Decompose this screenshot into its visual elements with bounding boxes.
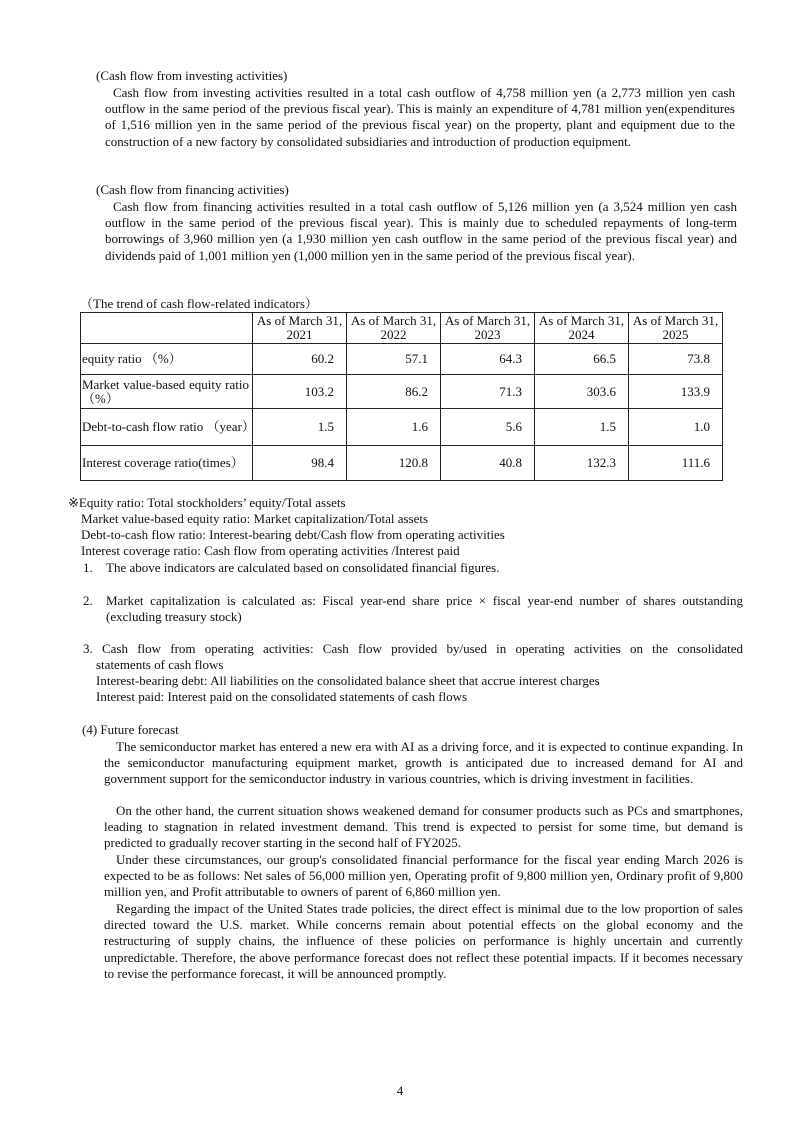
- table-cell: 120.8: [347, 446, 441, 481]
- table-cell: 40.8: [441, 446, 535, 481]
- cash-flow-indicators-table: [80, 312, 723, 481]
- row-label: Market value-based equity ratio（%）: [81, 375, 253, 409]
- table-caption: （The trend of cash flow-related indicators）: [80, 296, 318, 311]
- note-market-value-ratio: Market value-based equity ratio: Market capitalization/Total assets: [81, 511, 429, 526]
- table-cell: 103.2: [253, 375, 347, 409]
- table-corner-cell: [81, 313, 253, 344]
- forecast-paragraph-3: Under these circumstances, our group's consolidated financial performance for the fiscal year ending March 2026 is expected to be as follows: Net sales of 56,000 million yen, Operating profit of 9,800 million yen, Ordinary profit of 9,800 million yen, and Profit attributable to owners of parent of 6,860 million yen.: [104, 852, 743, 900]
- table-row: [81, 375, 723, 409]
- forecast-paragraph-4: Regarding the impact of the United States trade policies, the direct effect is minimal due to the low proportion of sales directed toward the U.S. market. While concerns remain about potential effects on the global economy and the restructuring of supply chains, the influence of these policies on performance is highly uncertain and currently unpredictable. Therefore, the above performance forecast does not reflect these potential impacts. If it becomes necessary to revise the performance forecast, it will be announced promptly.: [104, 901, 743, 981]
- note-interest-coverage: Interest coverage ratio: Cash flow from operating activities /Interest paid: [81, 543, 460, 558]
- table-cell: 64.3: [441, 344, 535, 375]
- table-row: [81, 409, 723, 446]
- column-header: As of March 31, 2025: [629, 313, 723, 344]
- row-label: equity ratio （%）: [81, 344, 253, 375]
- note-item-3-continuation: statements of cash flows: [96, 657, 224, 672]
- table-cell: 73.8: [629, 344, 723, 375]
- table-cell: 133.9: [629, 375, 723, 409]
- column-header: As of March 31, 2022: [347, 313, 441, 344]
- page-number: 4: [396, 1083, 404, 1098]
- table-cell: 132.3: [535, 446, 629, 481]
- table-cell: 5.6: [441, 409, 535, 446]
- table-cell: 111.6: [629, 446, 723, 481]
- row-label: Interest coverage ratio(times）: [81, 446, 253, 481]
- table-cell: 1.6: [347, 409, 441, 446]
- table-cell: 98.4: [253, 446, 347, 481]
- note-item-2-text: Market capitalization is calculated as: Fiscal year-end share price × fiscal year-end number of shares outstanding: [106, 593, 743, 608]
- table-cell: 57.1: [347, 344, 441, 375]
- note-item-3-text: 3. Cash flow from operating activities: Cash flow provided by/used in operating activities on the consolidated: [83, 641, 743, 656]
- note-interest-bearing-debt: Interest-bearing debt: All liabilities on the consolidated balance sheet that accrue interest charges: [96, 673, 600, 688]
- column-header: As of March 31, 2021: [253, 313, 347, 344]
- table-cell: 71.3: [441, 375, 535, 409]
- note-item-1-text: The above indicators are calculated based on consolidated financial figures.: [106, 560, 500, 575]
- table-header-row: [81, 313, 723, 344]
- note-debt-to-cash-flow: Debt-to-cash flow ratio: Interest-bearing debt/Cash flow from operating activities: [81, 527, 505, 542]
- table-cell: 1.5: [253, 409, 347, 446]
- investing-body: Cash flow from investing activities resulted in a total cash outflow of 4,758 million yen (a 2,773 million yen cash outflow in the same period of the previous fiscal year). This is mainly an expenditure of 4,781 million yen(expenditures of 1,516 million yen in the same period of the previous fiscal year) on the property, plant and equipment due to the construction of a new factory by consolidated subsidiaries and introduction of production equipment.: [105, 85, 735, 149]
- note-item-2-number: 2.: [83, 593, 93, 608]
- column-header: As of March 31, 2024: [535, 313, 629, 344]
- table-row: [81, 446, 723, 481]
- note-item-2-continuation: (excluding treasury stock): [106, 609, 242, 624]
- forecast-paragraph-2: On the other hand, the current situation shows weakened demand for consumer products such as PCs and smartphones, leading to stagnation in related investment demand. This trend is expected to persist for some time, but demand is predicted to gradually recover starting in the second half of FY2025.: [104, 803, 743, 851]
- financing-heading: (Cash flow from financing activities): [96, 182, 289, 197]
- financing-body: Cash flow from financing activities resulted in a total cash outflow of 5,126 million yen (a 3,524 million yen cash outflow in the same period of the previous fiscal year). This is mainly due to scheduled repayments of long-term borrowings of 3,960 million yen (a 1,930 million yen cash outflow in the same period of the previous fiscal year) and dividends paid of 1,001 million yen (1,000 million yen in the same period of the previous fiscal year).: [105, 199, 737, 263]
- note-item-1-number: 1.: [83, 560, 93, 575]
- column-header: As of March 31, 2023: [441, 313, 535, 344]
- table-cell: 66.5: [535, 344, 629, 375]
- table-cell: 1.5: [535, 409, 629, 446]
- row-label: Debt-to-cash flow ratio （year）: [81, 409, 253, 446]
- table-cell: 86.2: [347, 375, 441, 409]
- table-row: [81, 344, 723, 375]
- note-equity-ratio: ※Equity ratio: Total stockholders’ equity/Total assets: [68, 495, 346, 510]
- forecast-heading: (4) Future forecast: [82, 722, 179, 737]
- table-cell: 60.2: [253, 344, 347, 375]
- note-interest-paid: Interest paid: Interest paid on the consolidated statements of cash flows: [96, 689, 468, 704]
- forecast-paragraph-1: The semiconductor market has entered a new era with AI as a driving force, and it is expected to continue expanding. In the semiconductor manufacturing equipment market, growth is anticipated due to increased demand for AI and government support for the semiconductor industry in various countries, which is driving investment in facilities.: [104, 739, 743, 787]
- table-cell: 1.0: [629, 409, 723, 446]
- table-cell: 303.6: [535, 375, 629, 409]
- investing-heading: (Cash flow from investing activities): [96, 68, 288, 83]
